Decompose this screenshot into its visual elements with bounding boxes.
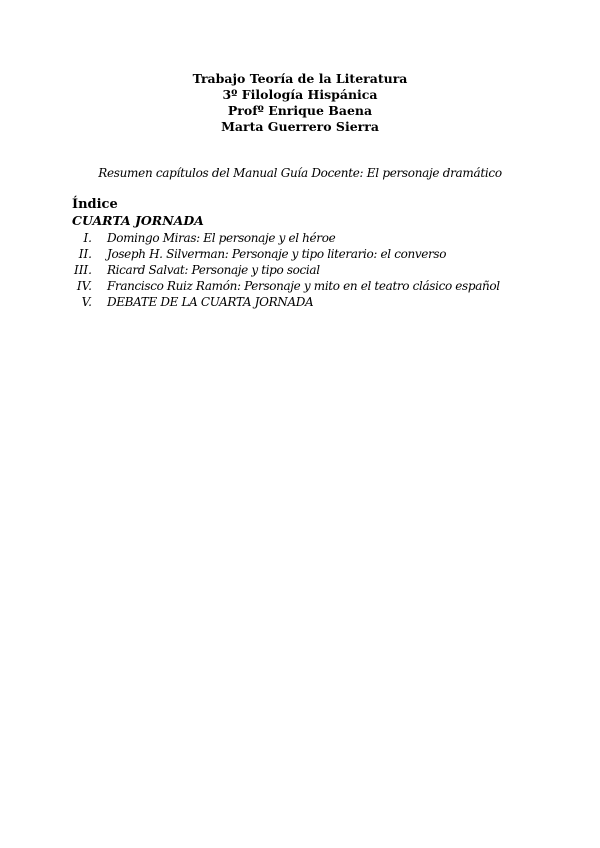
toc-section-title: CUARTA JORNADA xyxy=(72,213,204,228)
header-title: Trabajo Teoría de la Literatura xyxy=(192,71,408,86)
toc-heading: Índice xyxy=(72,197,118,212)
document-header xyxy=(0,71,600,135)
toc-item xyxy=(0,246,600,262)
toc-item-text: DEBATE DE LA CUARTA JORNADA xyxy=(107,295,314,309)
toc-item-number: III. xyxy=(73,263,92,277)
toc-list xyxy=(0,230,600,310)
header-professor: Profº Enrique Baena xyxy=(227,103,373,118)
toc-item-number: I. xyxy=(83,231,92,245)
header-author: Marta Guerrero Sierra xyxy=(221,119,379,134)
toc-item-text: Francisco Ruiz Ramón: Personaje y mito en el teatro clásico español xyxy=(107,279,500,293)
toc-item xyxy=(0,230,600,246)
toc-item xyxy=(0,262,600,278)
toc-item-number: IV. xyxy=(76,279,92,293)
summary-line: Resumen capítulos del Manual Guía Docente: El personaje dramático xyxy=(98,166,502,180)
toc-item-text: Joseph H. Silverman: Personaje y tipo literario: el converso xyxy=(107,247,447,261)
toc-item-text: Ricard Salvat: Personaje y tipo social xyxy=(107,263,320,277)
toc-item-number: II. xyxy=(78,247,92,261)
toc-item xyxy=(0,294,600,310)
toc-item xyxy=(0,278,600,294)
header-course: 3º Filología Hispánica xyxy=(222,87,378,102)
toc-item-number: V. xyxy=(81,295,92,309)
toc-item-text: Domingo Miras: El personaje y el héroe xyxy=(107,231,336,245)
